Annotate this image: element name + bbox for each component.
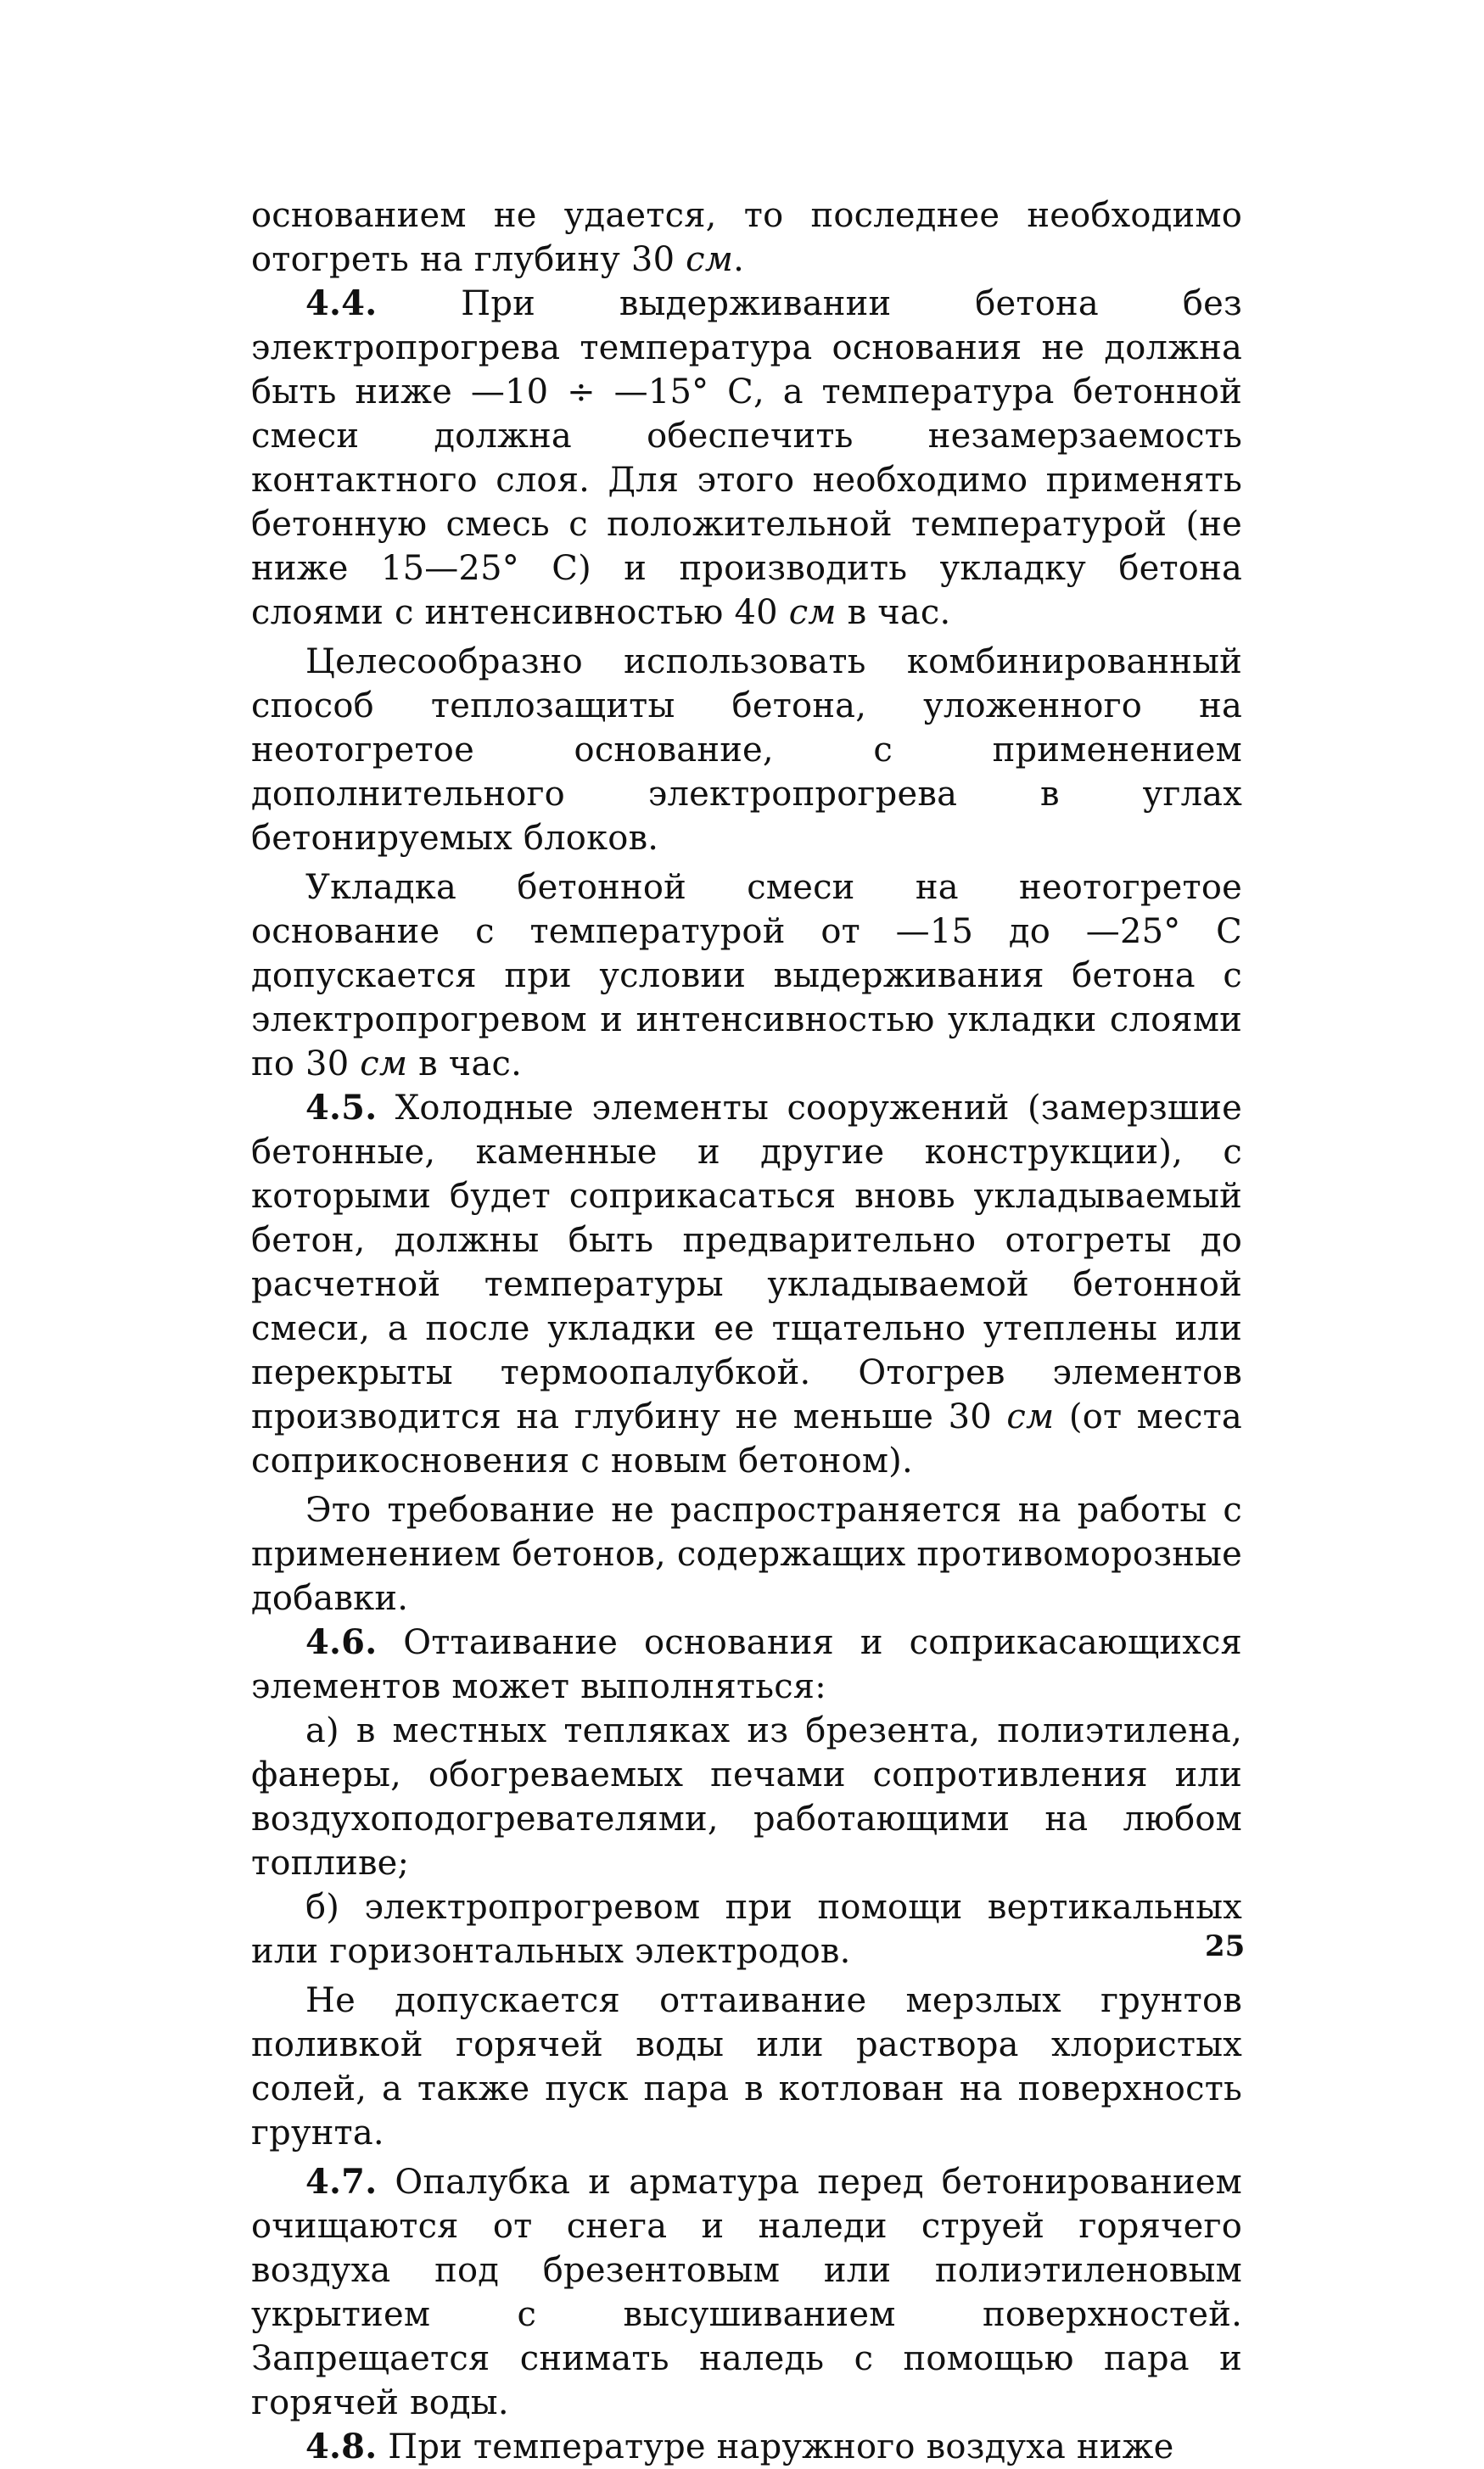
page-number: 25: [1205, 1929, 1246, 1963]
paragraph-4-4: 4.4. При выдерживании бетона без электропрогрева температура основания не должна быть ниже —10 ÷ —15° С, а температура бетонной смеси должна обеспечить незамерзаемость контактного слоя. Для этого необходимо применять бетонную смесь с положительной температурой (не ниже 15—25° С) и производить укладку бетона слоями с интенсивностью 40 см в час.: [251, 283, 1242, 632]
section-number: 4.7.: [305, 2162, 378, 2202]
paragraph-4-6: 4.6. Оттаивание основания и соприкасающихся элементов может выполняться:: [251, 1622, 1242, 1706]
paragraph-prohibition: Не допускается оттаивание мерзлых грунтов поливкой горячей воды или раствора хлористых солей, а также пуск пара в котлован на поверхность грунта.: [251, 1981, 1242, 2153]
paragraph-placement: Укладка бетонной смеси на неотогретое основание с температурой от —15 до —25° С допускается при условии выдерживания бетона с электропрогревом и интенсивностью укладки слоями по 30 см в час.: [251, 868, 1242, 1083]
text-column: [251, 193, 1246, 2469]
paragraph-4-5: 4.5. Холодные элементы сооружений (замерзшие бетонные, каменные и другие конструкции), с которыми будет соприкасаться вновь укладываемый бетон, должны быть предварительно отогреты до расчетной температуры укладываемой бетонной смеси, а после укладки ее тщательно утеплены или перекрыты термоопалубкой. Отогрев элементов производится на глубину не меньше 30 см (от места соприкосновения с новым бетоном).: [251, 1088, 1242, 1481]
section-number: 4.4.: [305, 283, 378, 323]
section-number: 4.6.: [305, 1622, 378, 1662]
unit-cm: см: [686, 240, 734, 279]
section-number: 4.8.: [305, 2427, 378, 2466]
paragraph-combined-method: Целесообразно использовать комбинированный способ теплозащиты бетона, уложенного на неотогретое основание, с применением дополнительного электропрогрева в углах бетонируемых блоков.: [251, 642, 1242, 858]
paragraph-exception: Это требование не распространяется на работы с применением бетонов, содержащих противоморозные добавки.: [251, 1491, 1242, 1618]
paragraph-4-7: 4.7. Опалубка и арматура перед бетонированием очищаются от снега и наледи струей горячего воздуха под брезентовым или полиэтиленовым укрытием с высушиванием поверхностей. Запрещается снимать наледь с помощью пара и горячей воды.: [251, 2162, 1242, 2422]
list-item-a: а) в местных тепляках из брезента, полиэтилена, фанеры, обогреваемых печами сопротивления или воздухоподогревателями, работающими на любом топливе;: [251, 1711, 1242, 1883]
unit-cm: см: [360, 1044, 408, 1083]
paragraph-continuation: основанием не удается, то последнее необходимо отогреть на глубину 30 см.: [251, 196, 1242, 279]
section-number: 4.5.: [305, 1088, 378, 1128]
paragraph-4-8: 4.8. При температуре наружного воздуха ниже: [305, 2427, 1174, 2466]
unit-cm: см: [788, 593, 837, 632]
unit-cm: см: [1006, 1397, 1055, 1436]
list-item-b: б) электропрогревом при помощи вертикальных или горизонтальных электродов.: [251, 1888, 1242, 1971]
